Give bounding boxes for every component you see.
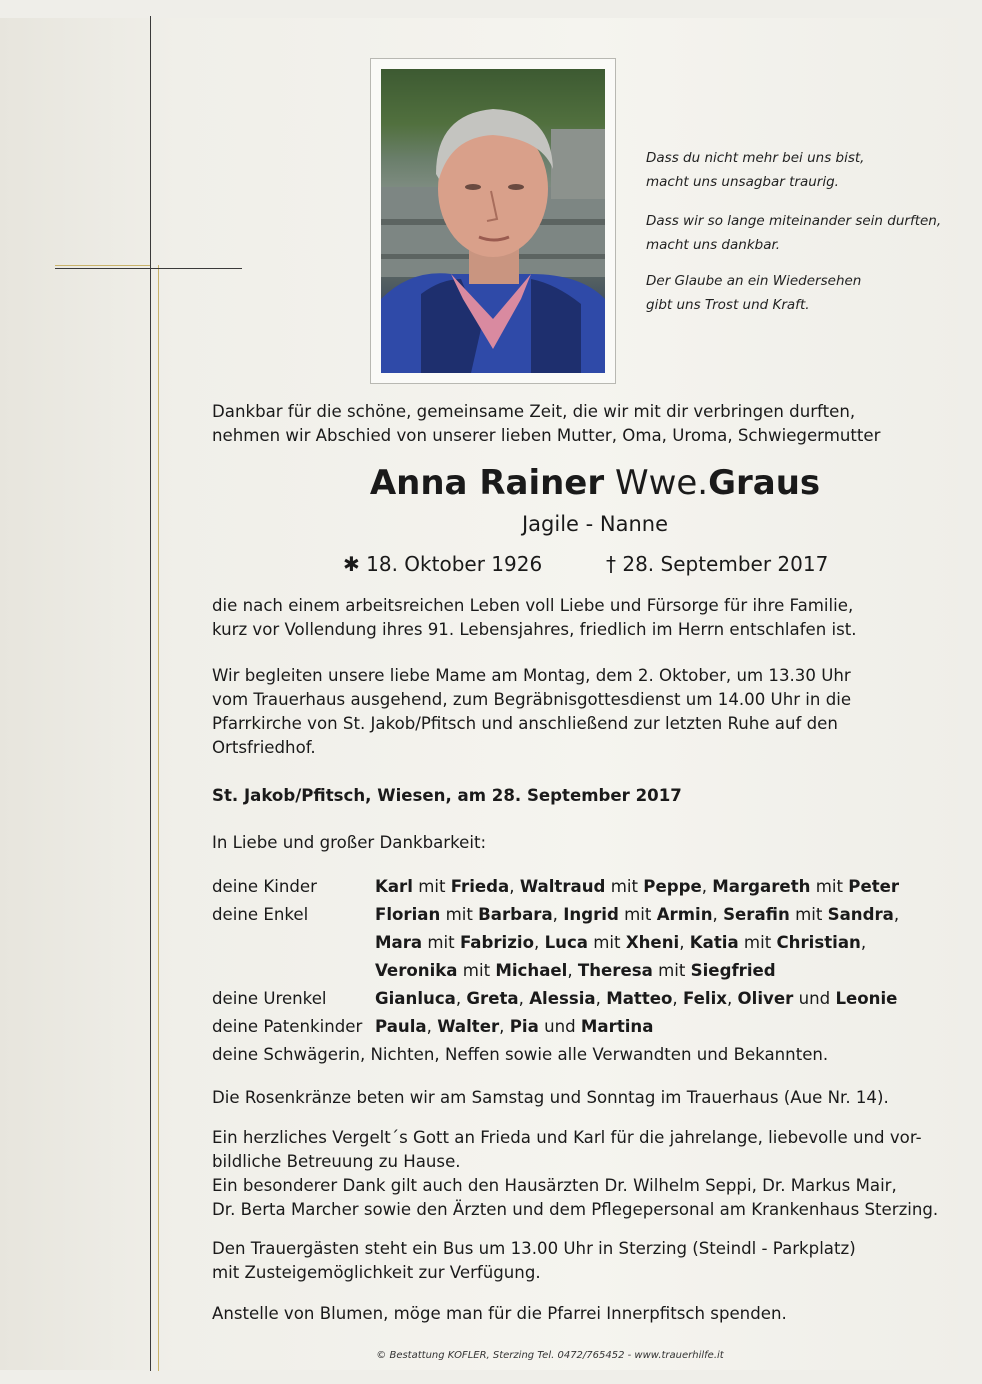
portrait-photo xyxy=(381,69,605,373)
place-date: St. Jakob/Pfitsch, Wiesen, am 28. September 2017 xyxy=(212,786,682,805)
rosary-text: Die Rosenkränze beten wir am Samstag und Sonntag im Trauerhaus (Aue Nr. 14). xyxy=(212,1088,889,1107)
godchildren-names: Paula, Walter, Pia und Martina xyxy=(375,1017,654,1036)
maiden-name: Graus xyxy=(708,463,821,503)
great-grandchildren-label: deine Urenkel xyxy=(212,989,327,1008)
card-border-top xyxy=(0,0,982,18)
verse-line: gibt uns Trost und Kraft. xyxy=(646,297,810,313)
other-relatives: deine Schwägerin, Nichten, Neffen sowie alle Verwandten und Bekannten. xyxy=(212,1045,829,1064)
verse-stanza-2 xyxy=(646,209,956,257)
birth-star-icon: ✱ xyxy=(343,552,360,576)
verse-line: macht uns unsagbar traurig. xyxy=(646,174,839,190)
intro-text: Dankbar für die schöne, gemeinsame Zeit, die wir mit dir verbringen durften, nehmen wir Abschied von unserer lieben Mutter, Oma, Uroma, Schwiegermutter xyxy=(212,402,881,445)
death-cross-icon: † xyxy=(606,552,616,576)
bus-text: Den Trauergästen steht ein Bus um 13.00 Uhr in Sterzing (Steindl - Parkplatz) mit Zusteigemöglichkeit zur Verfügung. xyxy=(212,1239,856,1282)
card-border-bottom xyxy=(0,1370,982,1384)
verse-stanza-3 xyxy=(646,269,956,317)
godchildren-label: deine Patenkinder xyxy=(212,1017,363,1036)
cross-horizontal-gold-line xyxy=(55,265,150,266)
verse-line: Dass du nicht mehr bei uns bist, xyxy=(646,150,865,166)
portrait-illustration xyxy=(381,69,605,373)
grandchildren-label: deine Enkel xyxy=(212,905,309,924)
verse-line: macht uns dankbar. xyxy=(646,237,781,253)
death-date: † 28. September 2017 xyxy=(606,552,829,576)
cross-vertical-gold-line xyxy=(158,265,159,1371)
birth-date: ✱ 18. Oktober 1926 xyxy=(343,552,543,576)
great-grandchildren-names: Gianluca, Greta, Alessia, Matteo, Felix, Oliver und Leonie xyxy=(375,989,898,1008)
children-label: deine Kinder xyxy=(212,877,317,896)
verse-stanza-1 xyxy=(646,146,956,194)
footer-credit: © Bestattung KOFLER, Sterzing Tel. 0472/765452 - www.trauerhilfe.it xyxy=(376,1350,724,1361)
first-name: Anna Rainer xyxy=(369,463,605,503)
portrait-frame xyxy=(370,58,616,384)
thanks-text: Ein herzliches Vergelt´s Gott an Frieda und Karl für die jahrelange, liebevolle und vor- bildliche Betreuung zu Hause. Ein besonderer Dank gilt auch den Hausärzten Dr. Wilhelm Seppi, Dr. Markus Mair, Dr. Berta Marcher sowie den Ärzten und dem Pflegepersonal am Krankenhaus Sterzing. xyxy=(212,1128,939,1219)
widow-abbrev: Wwe. xyxy=(614,463,709,503)
card-border-right xyxy=(958,0,982,1384)
passing-text: die nach einem arbeitsreichen Leben voll Liebe und Fürsorge für ihre Familie, kurz vor Vollendung ihres 91. Lebensjahres, friedlich im Herrn entschlafen ist. xyxy=(212,596,857,639)
cross-horizontal-line xyxy=(55,268,242,269)
children-names: Karl mit Frieda, Waltraud mit Peppe, Margareth mit Peter xyxy=(375,877,900,896)
verse-line: Dass wir so lange miteinander sein durften, xyxy=(646,213,942,229)
deceased-name xyxy=(0,462,982,504)
nickname: Jagile - Nanne xyxy=(521,512,669,536)
cross-vertical-line xyxy=(150,16,151,1371)
signoff: In Liebe und großer Dankbarkeit: xyxy=(212,833,487,852)
grandchildren-names: Florian mit Barbara, Ingrid mit Armin, Serafin mit Sandra, Mara mit Fabrizio, Luca mit Xheni, Katia mit Christian, Veronika mit Michael, Theresa mit Siegfried xyxy=(375,905,900,980)
flowers-text: Anstelle von Blumen, möge man für die Pfarrei Innerpfitsch spenden. xyxy=(212,1304,787,1323)
funeral-text: Wir begleiten unsere liebe Mame am Montag, dem 2. Oktober, um 13.30 Uhr vom Trauerhaus ausgehend, zum Begräbnisgottesdienst um 14.00 Uhr in die Pfarrkirche von St. Jakob/Pfitsch und anschließend zur letzten Ruhe auf den Ortsfriedhof. xyxy=(212,666,852,757)
verse-line: Der Glaube an ein Wiedersehen xyxy=(646,273,862,289)
